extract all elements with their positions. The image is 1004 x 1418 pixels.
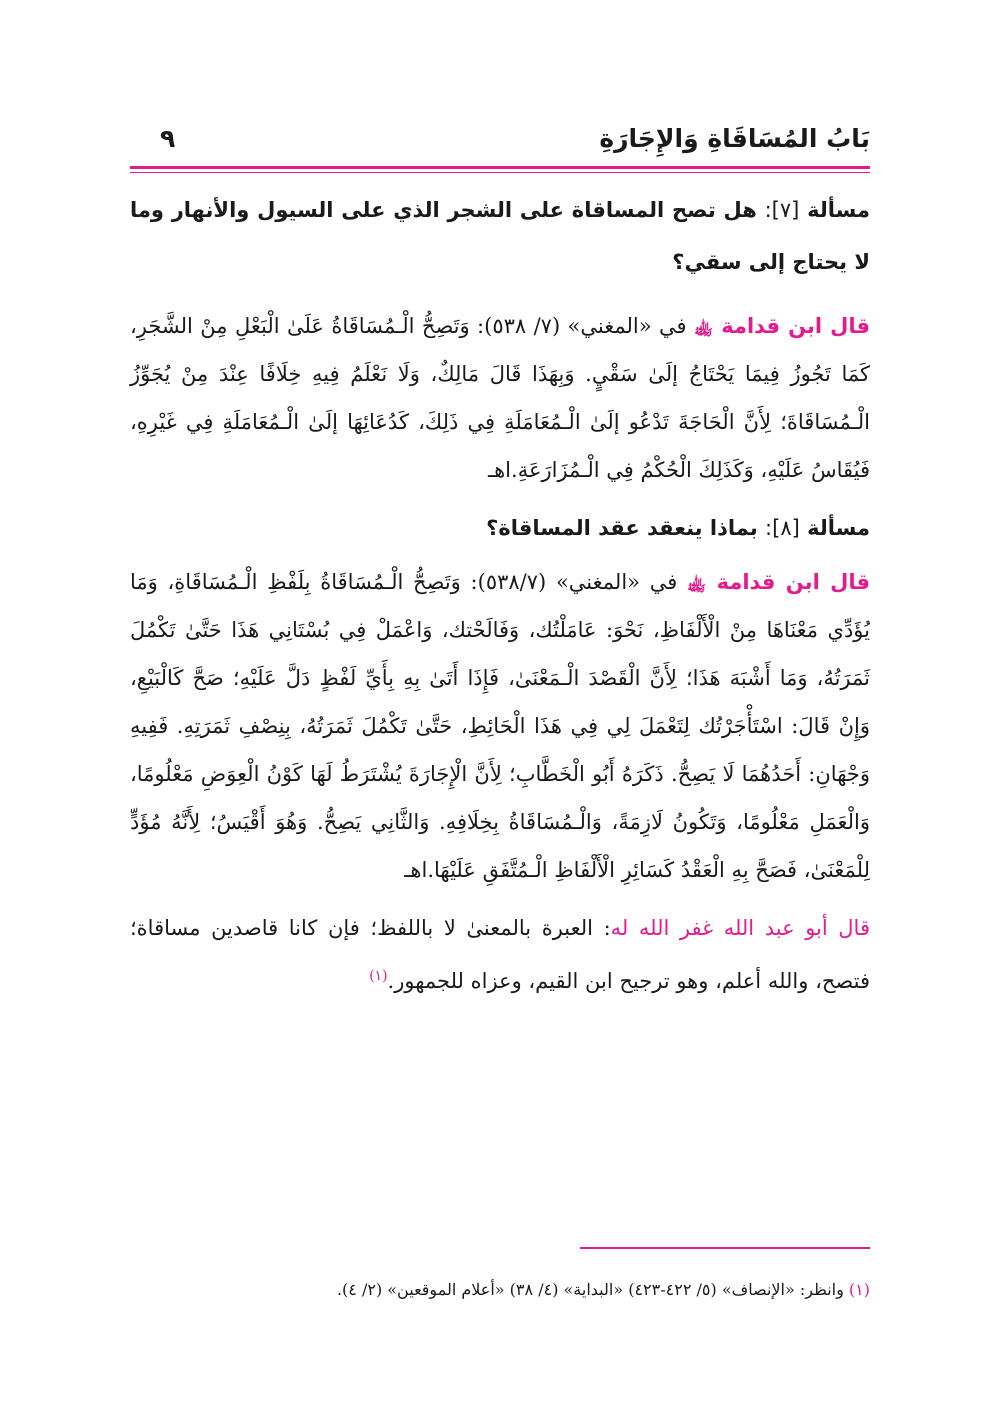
- quote-paragraph: [130, 558, 870, 894]
- question-title: بماذا ينعقد عقد المساقاة؟: [486, 516, 758, 540]
- running-header: [130, 124, 870, 164]
- quote-speaker: قال ابن قدامة ﵀: [687, 570, 871, 594]
- author-text: : العبرة بالمعنىٰ لا باللفظ؛ فإن كانا قاصدين مساقاة؛ فتصح، والله أعلم، وهو ترجيح ابن القيم، وعزاه للجمهور.: [130, 916, 870, 993]
- page-number: ٩: [160, 124, 176, 153]
- quote-text: في «المغني» (٧/ ٥٣٨): وَتَصِحُّ الْـمُسَاقَاةُ عَلَىٰ الْبَعْلِ مِنْ الشَّجَرِ، كَمَا تَجُوزُ فِيمَا يَحْتَاجُ إلَىٰ سَقْيٍ. وَبِهَذَا قَالَ مَالِكٌ، وَلَا نَعْلَمُ فِيهِ خِلَافًا عِنْدَ مِنْ يُجَوِّزُ الْـمُسَاقَاةَ؛ لِأَنَّ الْحَاجَةَ تَدْعُو إلَىٰ الْـمُعَامَلَةِ فِي ذَلِكَ، كَدُعَائِهَا إلَىٰ الْـمُعَامَلَةِ فِي غَيْرِهِ، فَيُقَاسُ عَلَيْهِ، وَكَذَلِكَ الْحُكْمُ فِي الْـمُزَارَعَةِ.اهـ: [130, 314, 870, 482]
- quote-speaker: قال ابن قدامة ﵀: [693, 314, 870, 338]
- author-speaker: قال أبو عبد الله غفر الله له: [610, 916, 870, 940]
- question-title: هل تصح المساقاة على الشجر الذي على السيول والأنهار وما لا يحتاج إلى سقي؟: [130, 198, 870, 274]
- footnote: [130, 1276, 870, 1304]
- question-number: [٧]:: [764, 198, 800, 222]
- question-number: [٨]:: [765, 516, 800, 540]
- footnote-number: (١): [848, 1280, 870, 1299]
- author-paragraph: [130, 904, 870, 1005]
- quote-paragraph: [130, 302, 870, 494]
- question-label: مسألة: [807, 198, 871, 222]
- quote-text: في «المغني» (٥٣٨/٧): وَتَصِحُّ الْـمُسَاقَاةُ بِلَفْظِ الْـمُسَاقَاةِ، وَمَا يُؤَدِّي مَعْنَاهَا مِنْ الْأَلْفَاظِ، نَحْوَ: عَامَلْتُك، وَفَالَحْتك، وَاعْمَلْ فِي بُسْتَانِي هَذَا حَتَّىٰ تَكْمُلَ ثَمَرَتُهُ، وَمَا أَشْبَهَ هَذَا؛ لِأَنَّ الْقَصْدَ الْـمَعْنَىٰ، فَإِذَا أَتَىٰ بِهِ بِأَيِّ لَفْظٍ دَلَّ عَلَيْهِ؛ صَحَّ كَالْبَيْعِ، وَإِنْ قَالَ: اسْتَأْجَرْتُك لِتَعْمَلَ لِي فِي هَذَا الْحَائِطِ، حَتَّىٰ تَكْمُلَ ثَمَرَتُهُ، بِنِصْفِ ثَمَرَتِهِ. فَفِيهِ وَجْهَانِ: أَحَدُهُمَا لَا يَصِحُّ. ذَكَرَهُ أَبُو الْخَطَّابِ؛ لِأَنَّ الْإِجَارَةَ يُشْتَرَطُ لَهَا كَوْنُ الْعِوَضِ مَعْلُومًا، وَالْعَمَلِ مَعْلُومًا، وَتَكُونُ لَازِمَةً، وَالْـمُسَاقَاةُ بِخِلَافِهِ. وَالثَّانِي يَصِحُّ. وَهُوَ أَقْيَسُ؛ لِأَنَّهُ مُؤَدٍّ لِلْمَعْنَىٰ، فَصَحَّ بِهِ الْعَقْدُ كَسَائِرِ الْأَلْفَاظِ الْـمُتَّفَقِ عَلَيْهَا.اهـ: [130, 570, 870, 882]
- header-rule-thin: [130, 172, 870, 173]
- question-heading: [130, 184, 870, 288]
- footnote-separator: [580, 1247, 870, 1249]
- footnote-reference[interactable]: (١): [369, 968, 388, 984]
- footnote-text: وانظر: «الإنصاف» (٥/ ٤٢٢-٤٢٣) «البداية» (٤/ ٣٨) «أعلام الموقعين» (٢/ ٤).: [336, 1280, 849, 1299]
- question-heading: [130, 506, 870, 550]
- chapter-title: بَابُ المُسَاقَاةِ وَالإِجَارَةِ: [599, 124, 870, 153]
- page-content: [130, 184, 870, 1005]
- question-label: مسألة: [807, 516, 870, 540]
- header-rule-thick: [130, 166, 870, 169]
